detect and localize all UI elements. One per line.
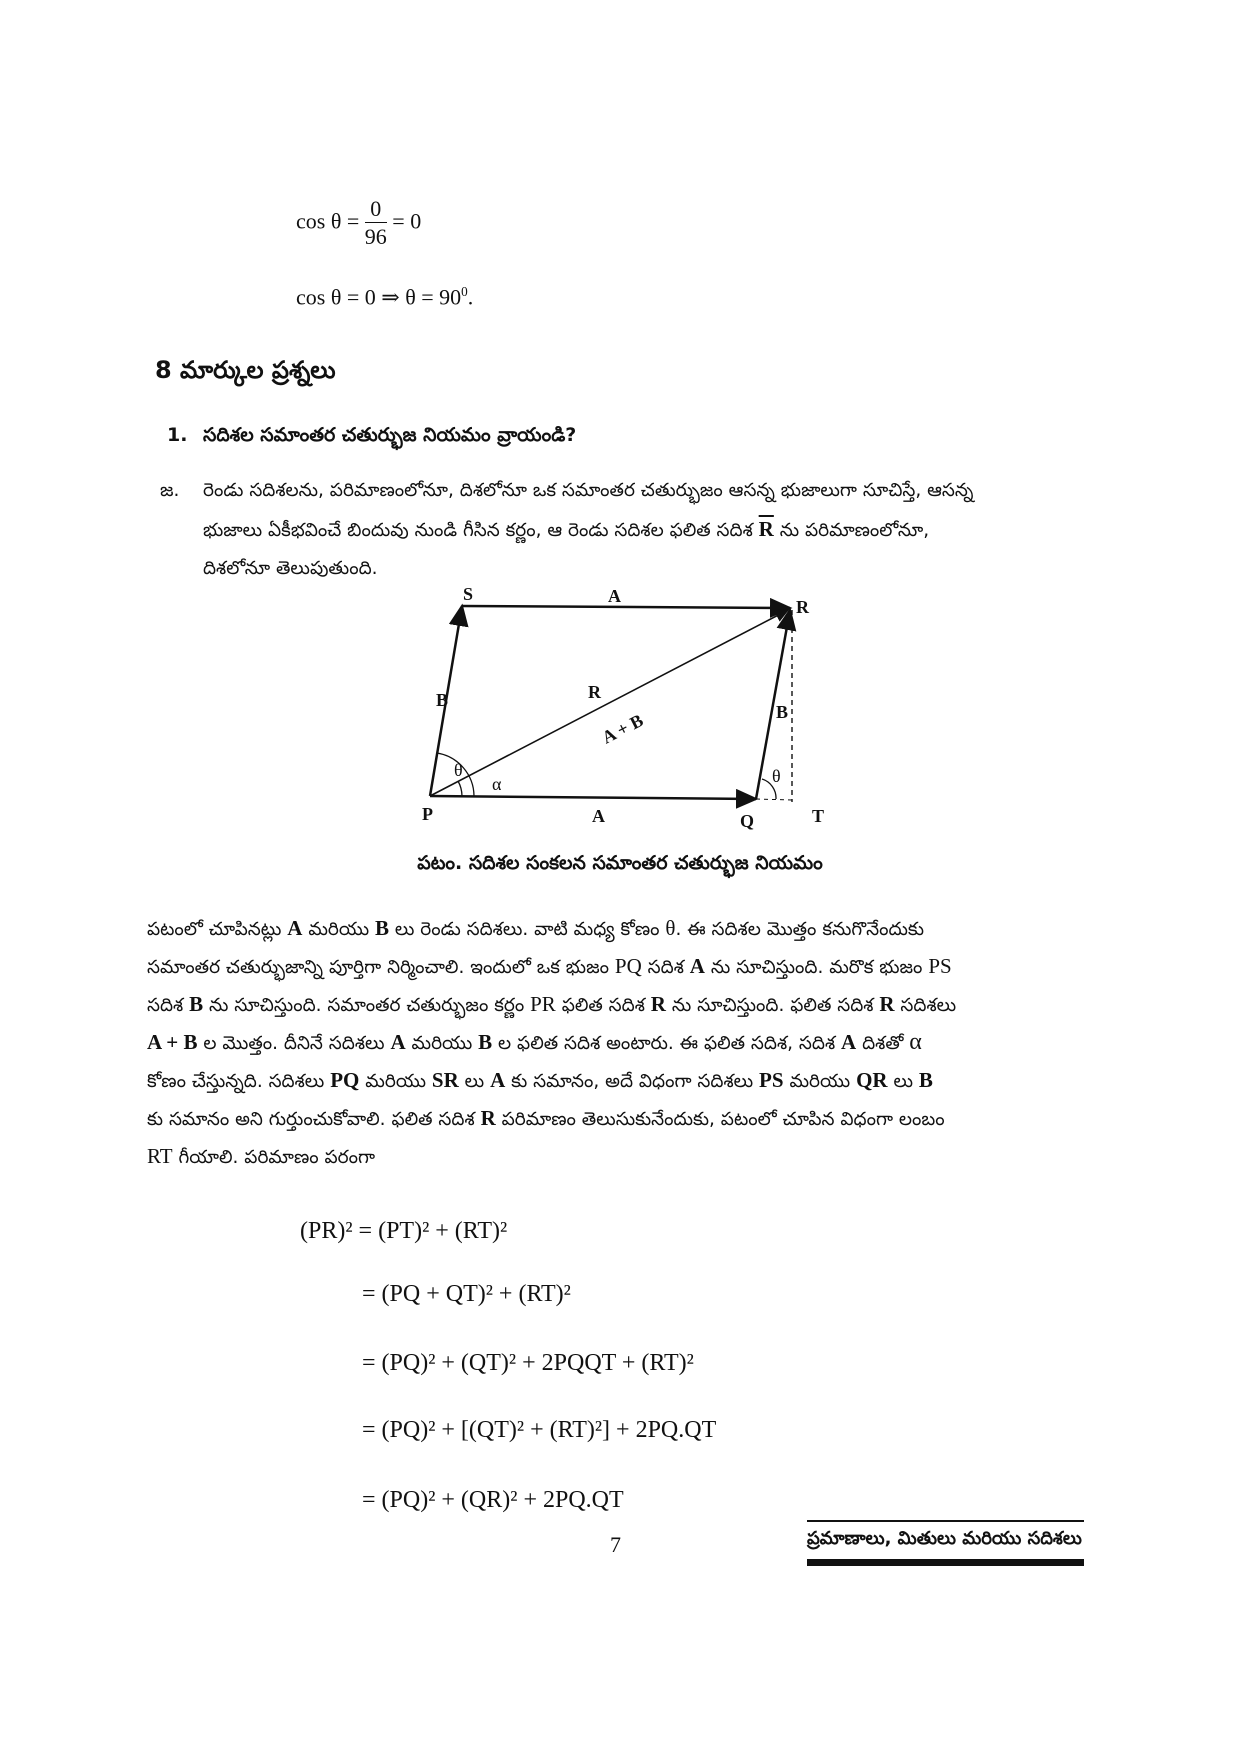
fraction-numerator: 0 (365, 196, 387, 223)
diagonal-PR-arrow (430, 610, 788, 796)
side-PQ-arrow (430, 796, 756, 799)
label-T: T (812, 806, 825, 826)
answer-line-2b: ను పరిమాణంలోనూ, (779, 520, 930, 541)
parallelogram-figure (400, 580, 840, 830)
label-theta-P: θ (454, 760, 463, 780)
page-number: 7 (610, 1532, 621, 1557)
label-R: R (796, 597, 809, 617)
answer-line-2a: భుజాలు ఏకీభవించే బిందువు నుండి గీసిన కర్ణం, ఆ రెండు సదిశల ఫలిత సదిశ (203, 520, 753, 541)
eq1-right: = 0 (392, 208, 422, 234)
equation-theta-90 (296, 284, 473, 310)
fraction (365, 196, 387, 251)
body-line-3: సదిశ B ను సూచిస్తుంది. సమాంతర చతుర్భుజం కర్ణం PR ఫలిత సదిశ R ను సూచిస్తుంది. ఫలిత సదిశ R సదిశలు (147, 992, 957, 1016)
question-text: సదిశల సమాంతర చతుర్భుజ నియమం వ్రాయండి? (203, 424, 577, 446)
label-theta-Q: θ (772, 766, 781, 786)
derivation-line-3: = (PQ)² + (QT)² + 2PQQT + (RT)² (362, 1350, 694, 1376)
answer-line-1: రెండు సదిశలను, పరిమాణంలోనూ, దిశలోనూ ఒక సమాంతర చతుర్భుజం ఆసన్న భుజాలుగా సూచిస్తే, ఆసన్న (203, 480, 974, 501)
answer-line-3: దిశలోనూ తెలుపుతుంది. (203, 558, 378, 579)
derivation-line-1: (PR)² = (PT)² + (RT)² (300, 1218, 508, 1244)
label-alpha-P: α (492, 774, 502, 794)
body-line-6: కు సమానం అని గుర్తుంచుకోవాలి. ఫలిత సదిశ R పరిమాణం తెలుసుకునేందుకు, పటంలో చూపిన విధంగా లంబం (147, 1106, 945, 1130)
footer-bottom-bar (807, 1559, 1084, 1566)
vector-R: $\overline{R}$ (758, 517, 774, 541)
body-paragraph (147, 910, 1097, 1176)
body-line-4: A + B ల మొత్తం. దీనినే సదిశలు A మరియు B ల ఫలిత సదిశ అంటారు. ఈ ఫలిత సదిశ, సదిశ A దిశతో α (147, 1029, 922, 1055)
question-number: 1. (167, 424, 188, 446)
answer-label: జ. (160, 480, 180, 501)
derivation-line-4: = (PQ)² + [(QT)² + (RT)²] + 2PQ.QT (362, 1417, 717, 1443)
eq2-end: . (467, 284, 474, 310)
angle-alpha-arc-P (458, 781, 462, 796)
label-left-B: B (436, 690, 449, 710)
equation-cos-theta-fraction (296, 196, 421, 251)
body-line-7: RT గీయాలి. పరిమాణం పరంగా (147, 1144, 376, 1168)
label-diag-R: R (588, 682, 601, 702)
figure-caption: పటం. సదిశల సంకలన సమాంతర చతుర్భుజ నియమం (417, 852, 823, 874)
body-line-5: కోణం చేస్తున్నది. సదిశలు PQ మరియు SR లు A కు సమానం, అదే విధంగా సదిశలు PS మరియు QR లు B (147, 1068, 933, 1092)
answer-line-2 (203, 511, 1083, 549)
body-line-1: పటంలో చూపినట్లు A మరియు B లు రెండు సదిశలు. వాటి మధ్య కోణం θ. ఈ సదిశల మొత్తం కనుగొనేందుకు (147, 916, 924, 940)
derivation-line-5: = (PQ)² + (QR)² + 2PQ.QT (362, 1487, 624, 1513)
footer-chapter-title: ప్రమాణాలు, మితులు మరియు సదిశలు (807, 1528, 1082, 1549)
fraction-denominator: 96 (364, 224, 387, 249)
eq1-left: cos θ = (296, 208, 360, 234)
footer-top-rule (807, 1520, 1084, 1522)
label-bottom-A: A (592, 806, 605, 826)
side-SR-arrow (462, 606, 790, 608)
label-P: P (422, 804, 433, 824)
eq2-degree: 0 (461, 284, 468, 299)
derivation-line-2: = (PQ + QT)² + (RT)² (362, 1281, 571, 1307)
extension-QT (756, 799, 792, 800)
section-heading: 8 మార్కుల ప్రశ్నలు (155, 356, 336, 384)
body-line-2: సమాంతర చతుర్భుజాన్ని పూర్తిగా నిర్మించాలి. ఇందులో ఒక భుజం PQ సదిశ A ను సూచిస్తుంది. మరొక భుజం PS (147, 954, 952, 978)
label-top-A: A (608, 586, 621, 606)
label-Q: Q (740, 811, 755, 830)
label-A-plus-B: A + B (598, 710, 647, 748)
label-S: S (463, 584, 474, 604)
eq2-main: cos θ = 0 ⇒ θ = 90 (296, 284, 462, 310)
label-right-B: B (776, 702, 789, 722)
